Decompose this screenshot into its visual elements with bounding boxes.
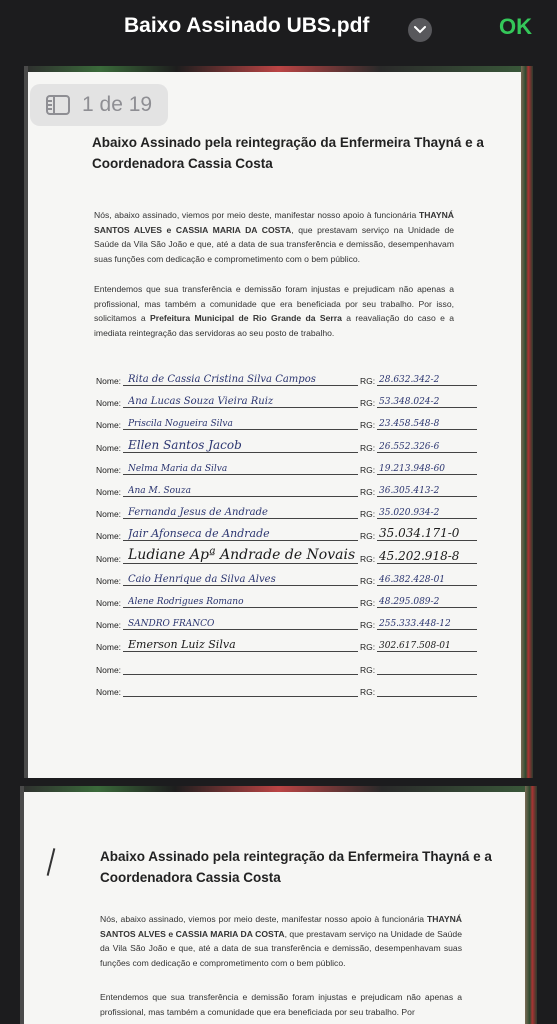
- signature-row: [96, 590, 481, 610]
- handwritten-name: Rita de Cassia Cristina Silva Campos: [128, 374, 316, 385]
- signature-row: [96, 546, 481, 566]
- name-underline: [123, 585, 358, 586]
- pdf-page-2[interactable]: [20, 786, 537, 1024]
- rg-underline: [377, 629, 477, 630]
- page-indicator[interactable]: [30, 84, 168, 126]
- name-label: Nome:: [96, 598, 122, 608]
- rg-label: RG:: [360, 464, 376, 475]
- signature-row: [96, 612, 481, 632]
- signature-row: [96, 479, 481, 499]
- name-underline: [123, 474, 358, 475]
- handwritten-name: Ana Lucas Souza Vieira Ruiz: [128, 396, 274, 408]
- handwritten-rg: 35.020.934-2: [379, 508, 440, 519]
- rg-underline: [377, 563, 477, 564]
- name-label: Nome:: [96, 553, 122, 564]
- chevron-down-icon[interactable]: [408, 18, 432, 42]
- document-heading: [92, 132, 502, 174]
- signature-row: [96, 657, 481, 677]
- name-underline: [123, 496, 358, 497]
- handwritten-rg: 19.213.948-60: [379, 463, 446, 474]
- name-label: Nome:: [96, 376, 122, 386]
- rg-label: RG:: [360, 509, 376, 520]
- page-counter: 1 de 19: [82, 93, 153, 116]
- name-label: Nome:: [96, 642, 122, 653]
- name-underline: [123, 607, 358, 608]
- handwritten-name: Emerson Luiz Silva: [128, 638, 236, 652]
- rg-label: RG:: [360, 376, 376, 386]
- name-label: Nome:: [96, 620, 122, 631]
- name-underline: [123, 452, 358, 453]
- rg-underline: [377, 496, 477, 497]
- name-label: Nome:: [96, 664, 122, 675]
- handwritten-name: Fernanda Jesus de Andrade: [128, 507, 268, 519]
- heading-line-1: Abaixo Assinado pela reintegração da Enfermeira Thayná e a: [92, 135, 484, 150]
- scan-edge: [20, 786, 24, 1024]
- paragraph-1: Nós, abaixo assinado, viemos por meio deste, manifestar nosso apoio à funcionária THAYNÁ SANTOS ALVES e CASSIA MARIA DA COSTA, que prestavam serviço na Unidade de Saúde da Vila São João e que, até a data de sua transferência e demissão, desempenhavam suas funções com dedicação e comprometimento com o bem público.: [94, 210, 454, 264]
- handwritten-rg: 23.458.548-8: [379, 419, 440, 430]
- document-title[interactable]: Baixo Assinado UBS.pdf: [124, 14, 370, 37]
- name-label: Nome:: [96, 398, 122, 409]
- heading-line-2: Coordenadora Cassia Costa: [100, 870, 281, 885]
- rg-underline: [377, 607, 477, 608]
- handwritten-rg: 45.202.918-8: [379, 548, 460, 563]
- handwritten-rg: 302.617.508-01: [379, 641, 451, 652]
- name-underline: [123, 674, 358, 675]
- scan-edge: [24, 66, 533, 72]
- signature-row: [96, 679, 481, 699]
- handwritten-rg: 28.632.342-2: [379, 375, 440, 385]
- signature-row: [96, 435, 481, 455]
- rg-underline: [377, 585, 477, 586]
- rg-label: RG:: [360, 686, 376, 697]
- scan-edge: [20, 786, 537, 792]
- handwritten-rg: 255.333.448-12: [379, 619, 451, 630]
- pdf-page-1[interactable]: [24, 66, 533, 778]
- handwritten-name: Nelma Maria da Silva: [128, 463, 228, 474]
- paragraph-2: Entendemos que sua transferência e demissão foram injustas e prejudicam não apenas a profissional, mas também a comunidade que era beneficiada por seu trabalho. Por isso, solicitamos a Prefeitura Municipal de Rio Grande da Serra a reavaliação do caso e a imediata reintegração das servidoras ao seu posto de trabalho.: [94, 284, 454, 338]
- name-label: Nome:: [96, 420, 122, 431]
- rg-label: RG:: [360, 642, 376, 653]
- name-underline: [123, 651, 358, 652]
- handwritten-rg: 26.552.326-6: [379, 441, 440, 452]
- handwritten-rg: 35.034.171-0: [379, 526, 460, 541]
- paragraph-1: Nós, abaixo assinado, viemos por meio deste, manifestar nosso apoio à funcionária THAYNÁ SANTOS ALVES e CASSIA MARIA DA COSTA, que prestavam serviço na Unidade de Saúde da Vila São João e que, até a data de sua transferência e demissão, desempenhavam suas funções com dedicação e comprometimento com o bem público.: [100, 914, 463, 968]
- paragraph-2: Entendemos que sua transferência e demissão foram injustas e prejudicam não apenas a profissional, mas também a comunidade que era beneficiada por seu trabalho. Por: [100, 992, 462, 1017]
- name-underline: [123, 629, 358, 630]
- name-underline: [123, 407, 358, 408]
- handwritten-name: Ludiane Apª Andrade de Novais: [128, 546, 356, 563]
- signature-row: [96, 412, 481, 432]
- handwritten-name: Ana M. Souza: [128, 486, 191, 496]
- name-label: Nome:: [96, 442, 122, 453]
- name-label: Nome:: [96, 575, 122, 586]
- rg-label: RG:: [360, 664, 376, 675]
- rg-label: RG:: [360, 442, 376, 453]
- name-underline: [123, 696, 358, 697]
- rg-underline: [377, 518, 477, 519]
- signature-row: [96, 501, 481, 521]
- handwritten-name: Alene Rodrigues Romano: [128, 597, 244, 607]
- rg-label: RG:: [360, 598, 376, 608]
- rg-underline: [377, 385, 477, 386]
- rg-underline: [377, 474, 477, 475]
- heading-line-2: Coordenadora Cassia Costa: [92, 156, 273, 171]
- name-underline: [123, 540, 358, 541]
- rg-underline: [377, 674, 477, 675]
- handwritten-name: SANDRO FRANCO: [128, 619, 215, 630]
- handwritten-rg: 46.382.428-01: [379, 574, 446, 585]
- signature-row: [96, 457, 481, 477]
- name-underline: [123, 429, 358, 430]
- rg-underline: [377, 407, 477, 408]
- handwritten-rg: 48.295.089-2: [379, 597, 440, 607]
- rg-label: RG:: [360, 398, 376, 409]
- handwritten-rg: 53.348.024-2: [379, 397, 440, 408]
- scan-edge: [24, 66, 28, 778]
- name-label: Nome:: [96, 531, 122, 542]
- rg-underline: [377, 696, 477, 697]
- rg-underline: [377, 452, 477, 453]
- name-label: Nome:: [96, 686, 122, 697]
- rg-underline: [377, 429, 477, 430]
- handwritten-name: Ellen Santos Jacob: [128, 437, 242, 452]
- name-underline: [123, 563, 358, 564]
- scan-edge: [521, 66, 533, 778]
- handwritten-name: Priscila Nogueira Silva: [128, 419, 233, 430]
- scan-edge: [525, 786, 537, 1024]
- rg-label: RG:: [360, 575, 376, 586]
- signature-row: [96, 368, 481, 388]
- document-heading: [100, 846, 520, 888]
- name-label: Nome:: [96, 487, 122, 497]
- rg-label: RG:: [360, 553, 376, 564]
- rg-label: RG:: [360, 531, 376, 542]
- signature-row: [96, 568, 481, 588]
- signature-row: [96, 634, 481, 654]
- done-button[interactable]: OK: [499, 14, 532, 39]
- rg-underline: [377, 651, 477, 652]
- rg-label: RG:: [360, 487, 376, 497]
- top-bar: [0, 0, 557, 60]
- rg-underline: [377, 540, 477, 541]
- rg-label: RG:: [360, 420, 376, 431]
- sidebar-thumbnails-icon: [46, 95, 70, 115]
- handwritten-name: Caio Henrique da Silva Alves: [128, 573, 276, 585]
- handwritten-rg: 36.305.413-2: [379, 486, 440, 496]
- signature-row: [96, 390, 481, 410]
- rg-label: RG:: [360, 620, 376, 631]
- signature-row: [96, 523, 481, 543]
- handwritten-name: Jair Afonseca de Andrade: [128, 527, 270, 541]
- name-label: Nome:: [96, 509, 122, 520]
- heading-line-1: Abaixo Assinado pela reintegração da Enfermeira Thayná e a: [100, 849, 492, 864]
- name-label: Nome:: [96, 464, 122, 475]
- name-underline: [123, 385, 358, 386]
- name-underline: [123, 518, 358, 519]
